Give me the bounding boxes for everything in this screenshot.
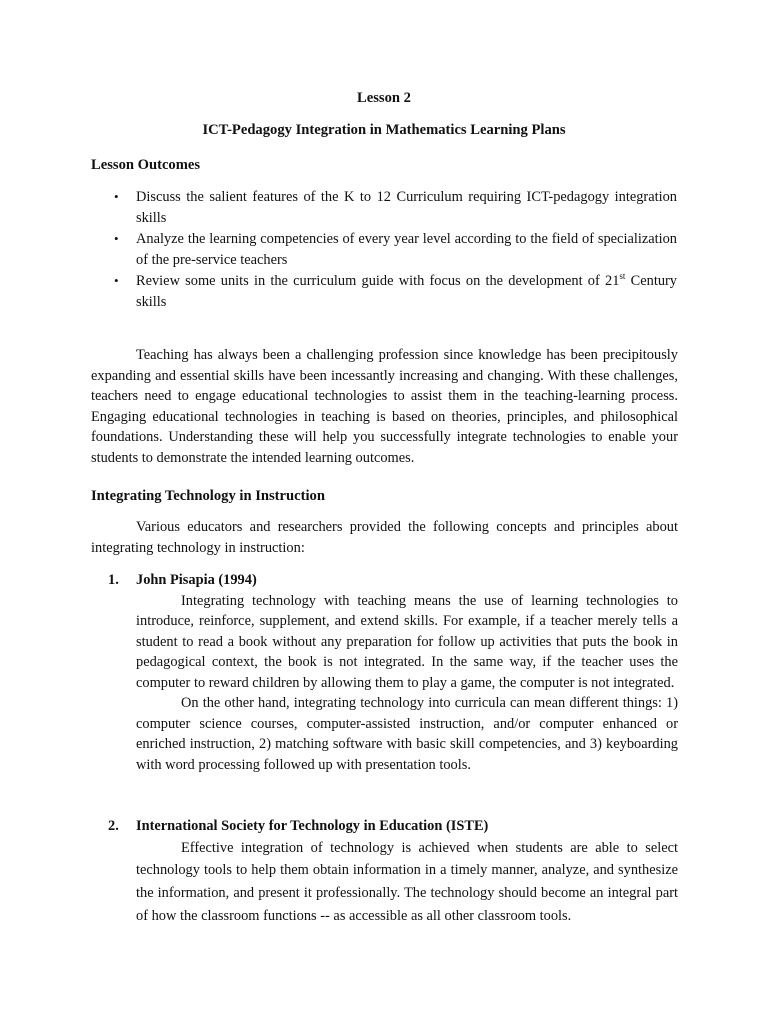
item-number: 2. <box>108 818 119 834</box>
bullet-icon: • <box>114 189 119 204</box>
outcome-text <box>136 273 677 310</box>
intro-paragraph: Teaching has always been a challenging profession since knowledge has been precipitously expanding and essential skills have been incessantly increasing and changing. With these challenges, teachers need to engage educational technologies to assist them in the teaching-learning process. Engaging educational technologies in teaching is based on theories, principles, and philosophical foundations. Understanding these will help you successfully integrate technologies to enable your students to demonstrate the intended learning outcomes. <box>91 347 678 466</box>
item-heading: International Society for Technology in Education (ISTE) <box>136 818 489 834</box>
lesson-outcomes-list <box>91 187 677 313</box>
lesson-label: Lesson 2 <box>357 90 411 106</box>
integrating-intro-paragraph: Various educators and researchers provided the following concepts and principles about integrating technology in instruction: <box>91 519 678 556</box>
outcome-text-after: Century skills <box>136 273 677 310</box>
item-body <box>136 837 678 928</box>
outcome-text-before: Review some units in the curriculum guide with focus on the development of 21 <box>136 273 620 289</box>
item-paragraph: On the other hand, integrating technology into curricula can mean different things: 1) computer science courses, computer-assisted instruction, and/or computer enhanced or enriched instruction, 2) matching software with basic skill competencies, and 3) keyboarding with word processing followed up with presentation tools. <box>136 695 678 773</box>
integrating-technology-heading: Integrating Technology in Instruction <box>91 488 325 504</box>
outcome-item <box>91 229 677 270</box>
outcome-item <box>91 271 677 312</box>
numbered-item <box>108 570 678 775</box>
item-paragraph: Integrating technology with teaching means the use of learning technologies to introduce, reinforce, supplement, and extend skills. For example, if a teacher merely tells a student to read a book without any preparation for follow up activities that puts the book in pedagogical context, the book is not integrated. In the same way, if the teacher uses the computer to reward children by allowing them to play a game, the computer is not integrated. <box>136 592 678 691</box>
outcome-text: Discuss the salient features of the K to 12 Curriculum requiring ICT-pedagogy integration skills <box>136 189 677 226</box>
outcome-text: Analyze the learning competencies of every year level according to the field of specialization of the pre-service teachers <box>136 231 677 268</box>
item-number: 1. <box>108 572 119 588</box>
lesson-outcomes-heading: Lesson Outcomes <box>91 157 201 173</box>
bullet-icon: • <box>114 273 119 288</box>
lesson-title: ICT-Pedagogy Integration in Mathematics Learning Plans <box>202 122 566 138</box>
bullet-icon: • <box>114 231 119 246</box>
item-heading: John Pisapia (1994) <box>136 572 257 588</box>
item-paragraph: Effective integration of technology is achieved when students are able to select technology tools to help them obtain information in a timely manner, analyze, and synthesize the information, and present it professionally. The technology should become an integral part of how the classroom functions -- as accessible as all other classroom tools. <box>136 839 678 924</box>
numbered-item <box>108 816 678 928</box>
outcome-item <box>91 187 677 228</box>
ordinal-superscript: st <box>619 271 626 282</box>
item-body <box>136 591 678 776</box>
